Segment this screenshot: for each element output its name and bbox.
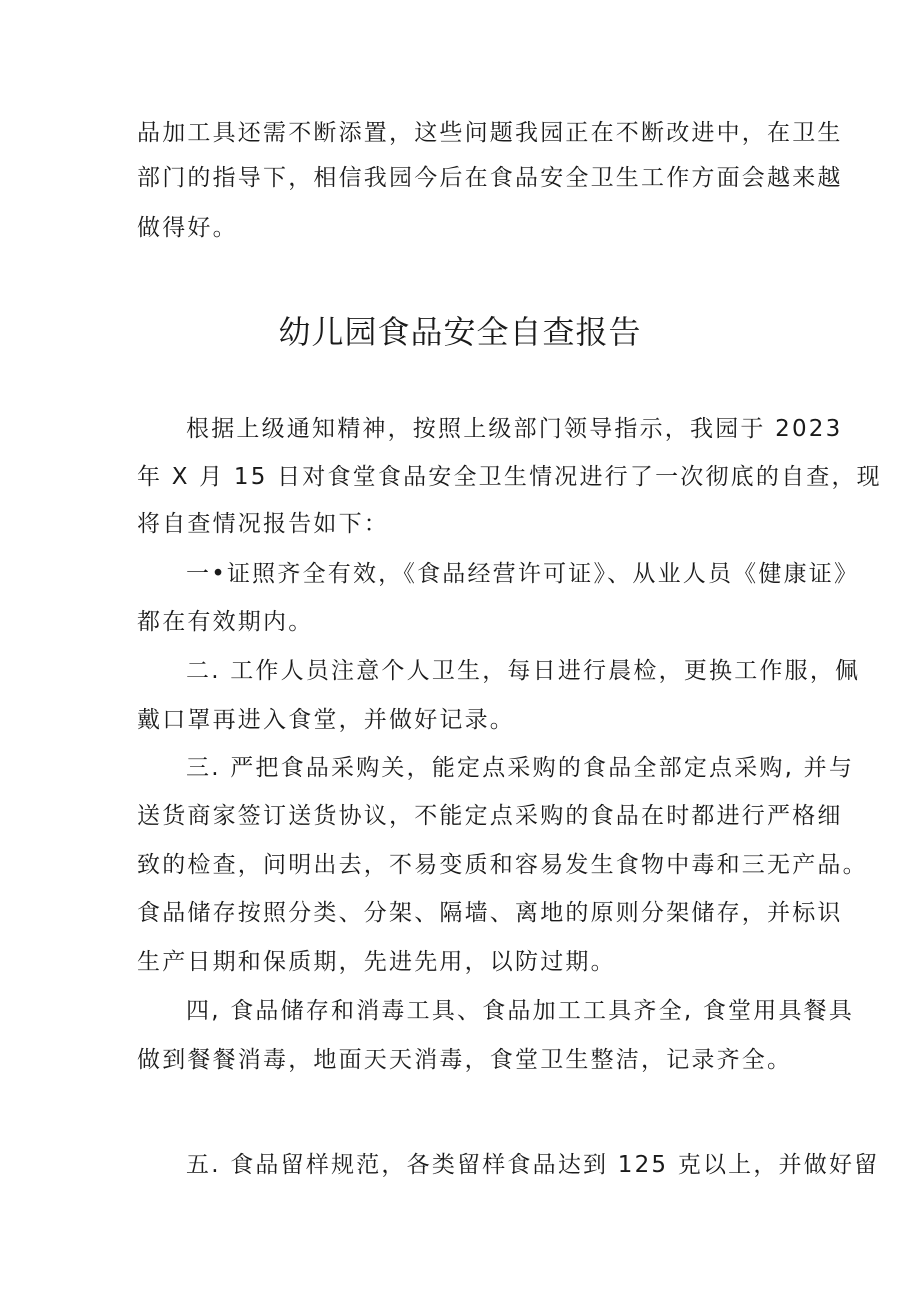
paragraph-line: 五. 食品留样规范，各类留样食品达到 125 克以上，并做好留 xyxy=(186,1152,880,1178)
paragraph-line: 生产日期和保质期，先进先用，以防过期。 xyxy=(137,949,616,975)
paragraph-line: 致的检查，问明出去，不易变质和容易发生食物中毒和三无产品。 xyxy=(137,852,868,878)
document-title: 幼儿园食品安全自查报告 xyxy=(278,313,642,351)
paragraph-line: 四, 食品储存和消毒工具、食品加工工具齐全, 食堂用具餐具 xyxy=(186,998,855,1024)
paragraph-line: 年 X 月 15 日对食堂食品安全卫生情况进行了一次彻底的自查，现 xyxy=(137,464,882,490)
intro-line-1: 品加工具还需不断添置，这些问题我园正在不断改进中，在卫生 xyxy=(137,120,843,146)
paragraph-line: 都在有效期内。 xyxy=(137,609,314,635)
paragraph-line: 一•证照齐全有效，《食品经营许可证》、从业人员《健康证》 xyxy=(186,561,860,587)
paragraph-line: 二. 工作人员注意个人卫生，每日进行晨检，更换工作服，佩 xyxy=(186,658,861,684)
paragraph-line: 做到餐餐消毒，地面天天消毒，食堂卫生整洁，记录齐全。 xyxy=(137,1047,793,1073)
paragraph-line: 食品储存按照分类、分架、隔墙、离地的原则分架储存，并标识 xyxy=(137,900,843,926)
intro-line-3: 做得好。 xyxy=(137,215,238,241)
paragraph-line: 根据上级通知精神，按照上级部门领导指示，我园于 2023 xyxy=(186,416,843,442)
paragraph-line: 将自查情况报告如下： xyxy=(137,511,389,537)
paragraph-line: 送货商家签订送货协议，不能定点采购的食品在时都进行严格细 xyxy=(137,803,843,829)
intro-line-2: 部门的指导下，相信我园今后在食品安全卫生工作方面会越来越 xyxy=(137,165,843,191)
paragraph-line: 三. 严把食品采购关，能定点采购的食品全部定点采购, 并与 xyxy=(186,755,855,781)
paragraph-line: 戴口罩再进入食堂，并做好记录。 xyxy=(137,707,515,733)
